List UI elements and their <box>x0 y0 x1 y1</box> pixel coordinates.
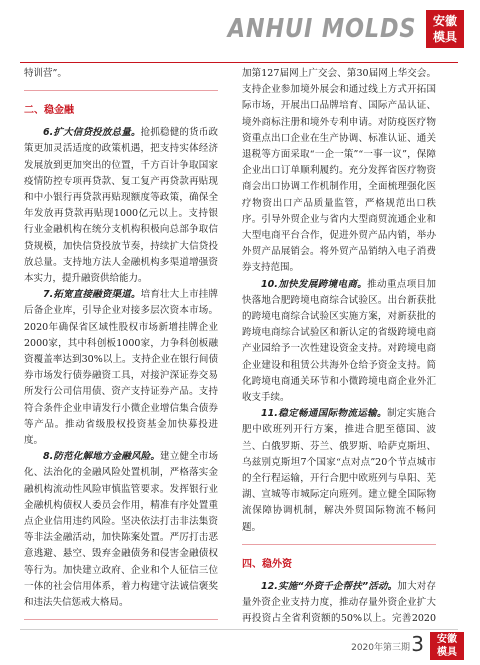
badge-line-2: 模具 <box>432 30 457 44</box>
magazine-badge <box>426 10 464 48</box>
footer-badge-line-2: 模具 <box>437 647 457 658</box>
right-column <box>242 66 436 626</box>
paragraph-10-lead: 10.加快发展跨境电商。 <box>261 278 368 290</box>
section-divider <box>24 90 218 91</box>
paragraph-12 <box>242 579 436 626</box>
paragraph-6 <box>24 125 218 287</box>
section-divider <box>24 619 218 620</box>
paragraph-10 <box>242 277 436 407</box>
paragraph-9-continued: 加第127届网上广交会、第30届网上华交会。支持企业参加境外展会和通过线上方式开拓国际市场，开展出口品牌培育、国际产品认证、境外商标注册和境外专利申请。对防疫医疗物资重点出口企业在生产协调、标准认证、通关退税等方面采取“一企一策”“一事一议”，保障企业出口订单顺利履约。充分发挥省医疗物资商会出口协调工作机制作用，全面梳理强化医疗物资出口产品质量监管，严格规范出口秩序。引导外贸企业与省内大型商贸流通企业和大型电商平台合作，促进外贸产品内销，举办外贸产品展销会。将外贸产品销纳入电子消费券支持范围。 <box>242 68 436 274</box>
paragraph-11 <box>242 406 436 536</box>
paragraph-8-lead: 8.防范化解地方金融风险。 <box>43 451 161 463</box>
page-footer <box>0 630 480 665</box>
footer-badge <box>430 632 464 660</box>
page-header <box>0 0 480 60</box>
masthead-title: ANHUI MOLDS <box>227 14 416 44</box>
paragraph-8-body: 建立健全市场化、法治化的金融风险处置机制，严格落实金融机构流动性风险审慎监管要求。发挥银行业金融机构债权人委员会作用，精准有序处置重点企业信用违约风险。坚决依法打击非法集资等非法金融活动，加快陈案处置。严厉打击恶意逃避、悬空、毁弃金融债务和侵害金融债权等行为。加快建立政府、企业和个人征信三位一体的社会信用体系，着力构建守法诚信褒奖和违法失信惩戒大格局。 <box>24 451 218 609</box>
section-heading-investment: 四、稳外资 <box>242 558 292 570</box>
paragraph-continued: 特训营”。 <box>24 68 67 79</box>
left-column <box>24 66 218 626</box>
badge-line-1: 安徽 <box>432 14 457 28</box>
paragraph-7-lead: 7.拓宽直接融资渠道。 <box>43 289 141 301</box>
paragraph-7 <box>24 287 218 449</box>
paragraph-12-body: 加大对存量外资企业支持力度，推动存量外资企业扩大再投资占全省利资额的50%以上。完善2020 <box>242 580 436 625</box>
paragraph-12-lead: 12.实施“外资千企帮扶”活动。 <box>261 580 398 592</box>
paragraph-6-lead: 6.扩大信贷投放总量。 <box>43 127 141 139</box>
header-rule <box>20 62 458 63</box>
paragraph-11-lead: 11.稳定畅通国际物流运输。 <box>261 408 387 420</box>
paragraph-10-body: 推动重点项目加快落地合肥跨境电商综合试验区。出台新获批的跨境电商综合试验区实施方案，对新获批的跨境电商综合试验区和新认定的省级跨境电商产业园给予一次性建设资金支持。对跨境电商企业建设和租赁公共海外仓给予资金支持。简化跨境电商通关环节和小微跨境电商企业外汇收支手续。 <box>242 278 436 404</box>
page-number: 3 <box>411 632 424 656</box>
issue-label: 2020年第三期 <box>351 643 410 653</box>
paragraph-8 <box>24 449 218 611</box>
paragraph-7-body: 培育壮大上市挂牌后备企业库，引导企业对接多层次资本市场。2020年确保省区域性股权市场新增挂牌企业2000家，其中科创板1000家，力争科创板融资覆盖率达到30%以上。支持企业在银行间债券市场发行债券融资工具，对接沪深证券交易所发行公司信用债、资产支持证券产品。支持符合条件企业申请发行小微企业增信集合债券等产品。推动省级股权投资基金加快募投进度。 <box>24 289 218 447</box>
footer-badge-line-1: 安徽 <box>437 634 457 645</box>
paragraph-11-body: 制定实施合肥中欧班列开行方案，推进合肥至德国、波兰、白俄罗斯、芬兰、俄罗斯、哈萨克斯坦、乌兹别克斯坦7个国家“点对点”20个节点城市的全行程运输，开行合肥中欧班列与阜阳、芜湖、宣城等市城际定向班列。建立健全国际物流保障协调机制，解决外贸国际物流不畅问题。 <box>242 408 436 533</box>
paragraph-6-body: 抢抓稳健的货币政策更加灵活适度的政策机遇，把支持实体经济发展放到更加突出的位置，千方百计争取国家疫情防控专项再贷款、复工复产再贷款再贴现和中小银行再贷款再贴现额度等政策，确保全年发放再贷款再贴现1000亿元以上。支持银行业金融机构在统分支机构积极向总部争取信贷规模，加快信贷投放节奏，持续扩大信贷投放总量。支持地方法人金融机构多渠道增强资本实力，提升融资供给能力。 <box>24 127 218 285</box>
section-heading-finance: 二、稳金融 <box>24 105 74 117</box>
section-divider <box>242 544 436 545</box>
